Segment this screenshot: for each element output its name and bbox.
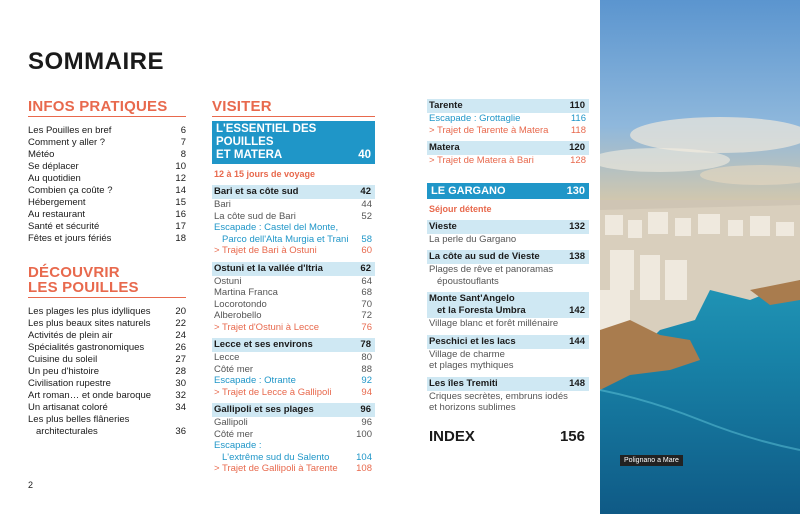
bari-escapade[interactable] [212,222,375,234]
toc-entry[interactable] [28,161,186,173]
peschici-desc-2 [427,360,589,372]
band-tremiti-page: 148 [569,377,585,389]
essentiel-band[interactable] [212,121,375,164]
toc-entry-page: 6 [180,125,186,136]
toc-entry-page: 34 [175,402,186,413]
tremiti-desc-text-2: et horizons sublimes [429,402,516,413]
toc-entry-page: 28 [175,366,186,377]
band-tarente-page: 110 [569,100,585,111]
tarente-escapade[interactable] [427,113,589,125]
column-right [427,99,589,445]
peschici-desc-1 [427,349,589,361]
index-entry[interactable] [427,428,589,445]
toc-entry-label: architecturales [36,426,98,437]
toc-entry-label: Les plages les plus idylliques [28,306,151,317]
band-gargano-page: 130 [566,184,585,197]
lecce-escapade-page: 92 [361,375,372,386]
cover-photo [600,0,800,514]
lecce-trajet[interactable] [212,387,375,399]
toc-entry-label: Un artisanat coloré [28,402,108,413]
bari-list [212,199,375,222]
gallipoli-trajet-label: > Trajet de Gallipoli à Tarente [214,463,338,474]
lecce-escapade-label: Escapade : Otrante [214,375,296,386]
bari-escapade-page: 58 [361,233,372,245]
toc-entry[interactable] [212,429,375,441]
ostuni-trajet-label: > Trajet d'Ostuni à Lecce [214,321,320,333]
infos-list [28,125,186,245]
toc-entry-label: Comment y aller ? [28,137,106,148]
lecce-trajet-label: > Trajet de Lecce à Gallipoli [214,386,332,398]
band-peschici-page: 144 [569,335,585,347]
toc-entry-label: Lecce [214,352,240,363]
monte-desc [427,318,589,330]
band-monte-line2: et la Foresta Umbra [437,305,526,316]
bari-trajet[interactable] [212,245,375,257]
toc-entry[interactable] [212,352,375,364]
toc-entry[interactable] [212,211,375,223]
toc-entry[interactable] [28,233,186,245]
toc-entry-page: 36 [175,426,186,437]
toc-entry-page: 27 [175,354,186,365]
toc-entry[interactable] [212,299,375,311]
page-title: SOMMAIRE [28,48,164,75]
toc-entry-label: Cuisine du soleil [28,354,98,365]
tremiti-desc-text-1: Criques secrètes, embruns iodés [429,390,568,402]
tremiti-desc-1 [427,391,589,403]
lecce-escapade[interactable] [212,375,375,387]
section-title-decouvrir-2: LES POUILLES [28,280,186,298]
band-vieste[interactable] [427,220,589,234]
band-cote-title: La côte au sud de Vieste [429,251,540,262]
toc-entry[interactable] [28,426,186,438]
bari-trajet-label: > Trajet de Bari à Ostuni [214,245,317,256]
toc-entry-page: 64 [361,275,372,287]
lecce-list [212,352,375,375]
toc-entry[interactable] [28,185,186,197]
page-number: 2 [28,480,34,490]
band-tarente[interactable] [427,99,589,113]
gallipoli-escapade[interactable] [212,440,375,452]
peschici-desc-text-1: Village de charme [429,348,505,360]
toc-entry-label: Les plus beaux sites naturels [28,318,151,329]
band-ostuni-page: 62 [360,262,371,274]
essentiel-subtitle: 12 à 15 jours de voyage [214,169,316,179]
toc-entry-page: 72 [361,310,372,321]
toc-entry-label: Alberobello [214,310,262,321]
toc-entry-label: Les plus belles flâneries [28,414,130,425]
toc-entry-page: 32 [175,390,186,401]
toc-entry-page: 8 [180,149,186,160]
photo-caption: Polignano a Mare [620,455,683,466]
toc-entry-label: Hébergement [28,197,86,208]
toc-entry-page: 96 [361,417,372,428]
section-title-visiter: VISITER [212,99,375,117]
bari-escapade-cont[interactable] [212,234,375,246]
index-page: 156 [559,427,585,445]
band-matera[interactable] [427,141,589,155]
cote-desc-1 [427,264,589,276]
lecce-trajet-page: 94 [361,386,372,398]
band-gargano-title: LE GARGANO [431,184,506,197]
toc-entry[interactable] [212,287,375,299]
toc-entry[interactable] [212,276,375,288]
matera-trajet-page: 128 [570,155,586,166]
essentiel-page: 40 [358,149,371,161]
column-visiter [212,99,375,475]
toc-entry-page: 7 [180,137,186,148]
toc-entry[interactable] [28,125,186,137]
toc-entry[interactable] [28,209,186,221]
toc-entry-label: Gallipoli [214,417,248,428]
toc-entry[interactable] [28,149,186,161]
toc-entry-label: Spécialités gastronomiques [28,342,145,353]
band-bari-page: 42 [360,186,371,197]
toc-entry-page: 14 [175,185,186,196]
band-lecce-title: Lecce et ses environs [214,339,313,350]
peschici-desc-text-2: et plages mythiques [429,360,514,371]
toc-entry[interactable] [28,318,186,330]
toc-entry[interactable] [28,173,186,185]
toc-entry[interactable] [28,366,186,378]
toc-entry-page: 30 [175,378,186,389]
toc-entry[interactable] [212,310,375,322]
band-tremiti[interactable] [427,377,589,391]
toc-entry-page: 24 [175,330,186,341]
toc-entry[interactable] [28,330,186,342]
toc-entry-page: 17 [175,221,186,232]
gallipoli-trajet-page: 108 [356,463,372,474]
tarente-escapade-page: 116 [570,113,586,124]
toc-entry-page [170,414,186,426]
gallipoli-escapade-page: 104 [356,451,372,463]
toc-entry-label: La côte sud de Bari [214,210,296,222]
toc-entry-page: 22 [175,318,186,329]
band-matera-page: 120 [569,142,585,153]
toc-entry[interactable] [28,221,186,233]
cote-desc-text-2: époustouflants [437,275,499,287]
gallipoli-trajet[interactable] [212,463,375,475]
toc-entry-label: Civilisation rupestre [28,378,111,389]
toc-entry-label: Se déplacer [28,161,79,172]
toc-entry-label: Un peu d'histoire [28,366,99,377]
tarente-escapade-label: Escapade : Grottaglie [429,113,521,124]
toc-entry-page: 15 [175,197,186,208]
toc-entry-page: 26 [175,342,186,353]
band-gallipoli-title: Gallipoli et ses plages [214,404,314,415]
tarente-trajet-label: > Trajet de Tarente à Matera [429,124,549,136]
toc-entry-page: 100 [356,428,372,440]
toc-entry[interactable] [28,390,186,402]
section-title-infos: INFOS PRATIQUES [28,99,186,117]
band-bari[interactable] [212,185,375,199]
gallipoli-escapade-line1: Escapade : [214,440,262,451]
toc-entry[interactable] [28,354,186,366]
tarente-trajet[interactable] [427,125,589,137]
bari-trajet-page: 60 [361,245,372,256]
band-cote[interactable] [427,250,589,264]
ostuni-list [212,276,375,322]
toc-entry-page: 68 [361,287,372,298]
toc-entry-label: Combien ça coûte ? [28,185,113,196]
vieste-desc-text: La perle du Gargano [429,233,517,245]
ostuni-trajet[interactable] [212,322,375,334]
band-vieste-page: 132 [569,220,585,232]
band-gargano[interactable] [427,183,589,199]
toc-entry-label: Météo [28,149,55,160]
toc-entry[interactable] [28,306,186,318]
toc-entry[interactable] [212,199,375,211]
toc-entry-label: Santé et sécurité [28,221,100,232]
toc-entry-page: 52 [361,210,372,222]
toc-entry[interactable] [28,414,186,426]
toc-entry[interactable] [28,137,186,149]
band-peschici[interactable] [427,335,589,349]
index-label: INDEX [429,427,475,445]
tremiti-desc-2 [427,402,589,414]
toc-entry-label: Les Pouilles en bref [28,125,112,136]
band-gallipoli-page: 96 [360,404,371,415]
toc-entry-label: Fêtes et jours fériés [28,233,112,244]
bari-escapade-line1: Escapade : Castel del Monte, [214,222,339,233]
toc-entry-page: 44 [361,199,372,210]
toc-entry[interactable] [212,364,375,376]
band-peschici-title: Peschici et les lacs [429,335,516,347]
toc-entry-label: Ostuni [214,275,242,287]
photo-illustration [600,0,800,514]
toc-entry-label: Bari [214,199,231,210]
toc-entry-label: Locorotondo [214,298,267,310]
band-monte-line1: Monte Sant'Angelo [429,293,515,304]
toc-entry[interactable] [212,417,375,429]
vieste-desc [427,234,589,246]
toc-entry-label: Côté mer [214,363,254,375]
bari-escapade-line2: Parco dell'Alta Murgia et Trani [222,233,349,245]
toc-entry-page: 80 [361,352,372,363]
toc-entry-page: 18 [175,233,186,244]
toc-entry-page: 20 [175,306,186,317]
toc-entry-label: Côté mer [214,428,254,440]
band-ostuni-title: Ostuni et la vallée d'Itria [214,262,323,274]
band-tremiti-title: Les îles Tremiti [429,377,498,389]
toc-entry-page: 12 [175,173,186,184]
column-infos [28,99,186,438]
toc-entry-page: 70 [361,298,372,310]
gallipoli-escapade-cont[interactable] [212,452,375,464]
toc-entry-label: Art roman… et onde baroque [28,390,152,401]
band-cote-page: 138 [569,251,585,262]
band-bari-title: Bari et sa côte sud [214,186,299,197]
toc-entry-page: 16 [175,209,186,220]
toc-entry-label: Au restaurant [28,209,86,220]
matera-trajet[interactable] [427,155,589,167]
toc-entry[interactable] [28,342,186,354]
toc-entry-page: 88 [361,363,372,375]
band-gallipoli[interactable] [212,403,375,417]
toc-entry-label: Au quotidien [28,173,81,184]
toc-entry[interactable] [28,378,186,390]
band-vieste-title: Vieste [429,220,457,232]
toc-entry-label: Martina Franca [214,287,278,298]
essentiel-line1: L'ESSENTIEL DES POUILLES [216,123,317,148]
decouvrir-list [28,306,186,438]
band-monte-page: 142 [569,305,585,316]
band-ostuni[interactable] [212,262,375,276]
band-lecce-page: 78 [360,339,371,350]
band-tarente-title: Tarente [429,100,463,111]
section-title-decouvrir-1: DÉCOUVRIR [28,264,120,281]
gargano-subtitle: Séjour détente [429,203,492,214]
toc-entry[interactable] [28,402,186,414]
band-lecce[interactable] [212,338,375,352]
gallipoli-list [212,417,375,440]
band-matera-title: Matera [429,142,460,153]
toc-entry[interactable] [28,197,186,209]
cote-desc-text-1: Plages de rêve et panoramas [429,264,554,275]
monte-desc-text: Village blanc et forêt millénaire [429,318,559,329]
tarente-trajet-page: 118 [570,124,586,136]
matera-trajet-label: > Trajet de Matera à Bari [429,155,534,166]
band-monte[interactable] [427,292,589,318]
essentiel-line2: ET MATERA [216,149,283,161]
toc-entry-page: 10 [175,161,186,172]
toc-entry-label: Activités de plein air [28,330,113,341]
gallipoli-escapade-line2: L'extrême sud du Salento [222,451,330,463]
ostuni-trajet-page: 76 [361,321,372,333]
cote-desc-2 [427,276,589,288]
